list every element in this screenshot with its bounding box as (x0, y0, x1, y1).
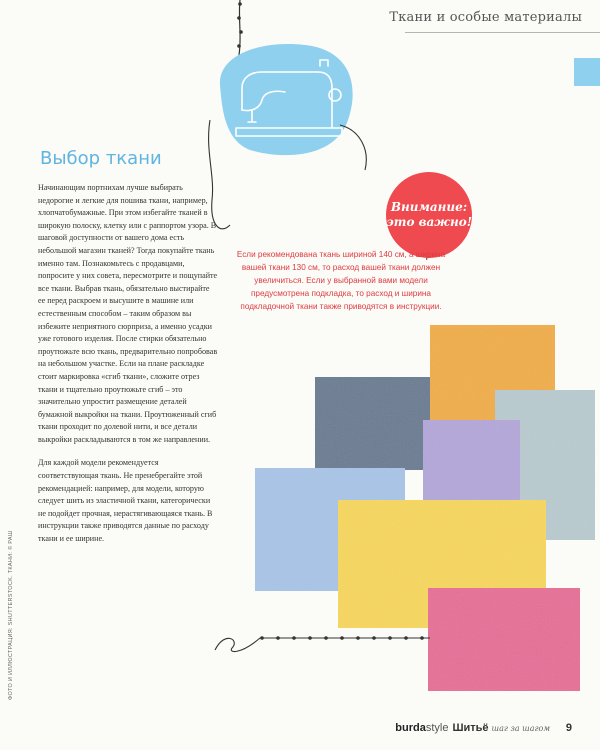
section-title: Ткани и особые материалы (389, 10, 582, 25)
badge-line-2: это важно! (386, 215, 472, 229)
article-heading: Выбор ткани (40, 148, 162, 169)
thread-bottom (215, 638, 430, 652)
swatch-lavender (423, 420, 520, 500)
series-name: Шитьё (452, 722, 489, 734)
swatch-pink (428, 588, 580, 691)
swatch-denim (315, 377, 430, 470)
photo-credit-text: ФОТО И ИЛЛЮСТРАЦИЯ: SHUTTERSTOCK. ТКАНИ: © РАШ (8, 530, 14, 700)
callout-note: Если рекомендована ткань шириной 140 см, а ширина вашей ткани 130 см, то расход вашей ткани должен увеличиться. Если у выбранной вами модели предусмотрена подкладка, то расход и ширина подкладочной ткани также приводятся в инструкции. (236, 250, 446, 311)
page-number: 9 (565, 722, 572, 734)
brand-light: style (425, 722, 449, 734)
article-body (38, 182, 218, 557)
attention-badge (386, 172, 472, 258)
photo-credit (8, 520, 20, 700)
badge-line-1: Внимание: (390, 200, 468, 214)
series-tagline: шаг за шагом (491, 724, 550, 733)
brand-bold: burda (395, 722, 426, 734)
footer-brand (395, 722, 550, 734)
paragraph: Для каждой модели рекомендуется соответствующая ткань. Не пренебрегайте этой рекомендацией: например, для модели, которую следует шить из эластичной ткани, категорически не подойдет прочная, нерастягивающаяся ткань. В инструкции также приводятся данные по расходу ткани и ее ширине. (38, 458, 213, 544)
paragraph: Начинающим портнихам лучше выбирать недорогие и легкие для пошива ткани, например, хлопчатобумажные. При этом избегайте тканей в широкую полоску, клетку или с раппортом узора. В шаговой доступности от вашего дома есть небольшой магазин тканей? Тогда покупайте ткань именно там. Познакомьтесь с продавцами, попросите у них совета, пересмотрите и пощупайте все ткани. Выбрав ткань, обязательно выстирайте ее перед раскроем и высушите в машине или естественным способом – таким образом вы избежите неприятного сюрприза, а именно усадки уже готового изделия. После стирки обязательно проутюжьте всю ткань, предварительно попробовав на небольшом участке. Если на плане раскладке стоит маркировка «сгиб ткани», сложите отрез ткани и тщательно проутюжьте сгиб – это значительно упростит размещение деталей бумажной выкройки на ткани. Проутюженный сгиб ткани проходит по долевой нити, и все детали выкройки раскладываются в том же направлении. (38, 183, 218, 444)
